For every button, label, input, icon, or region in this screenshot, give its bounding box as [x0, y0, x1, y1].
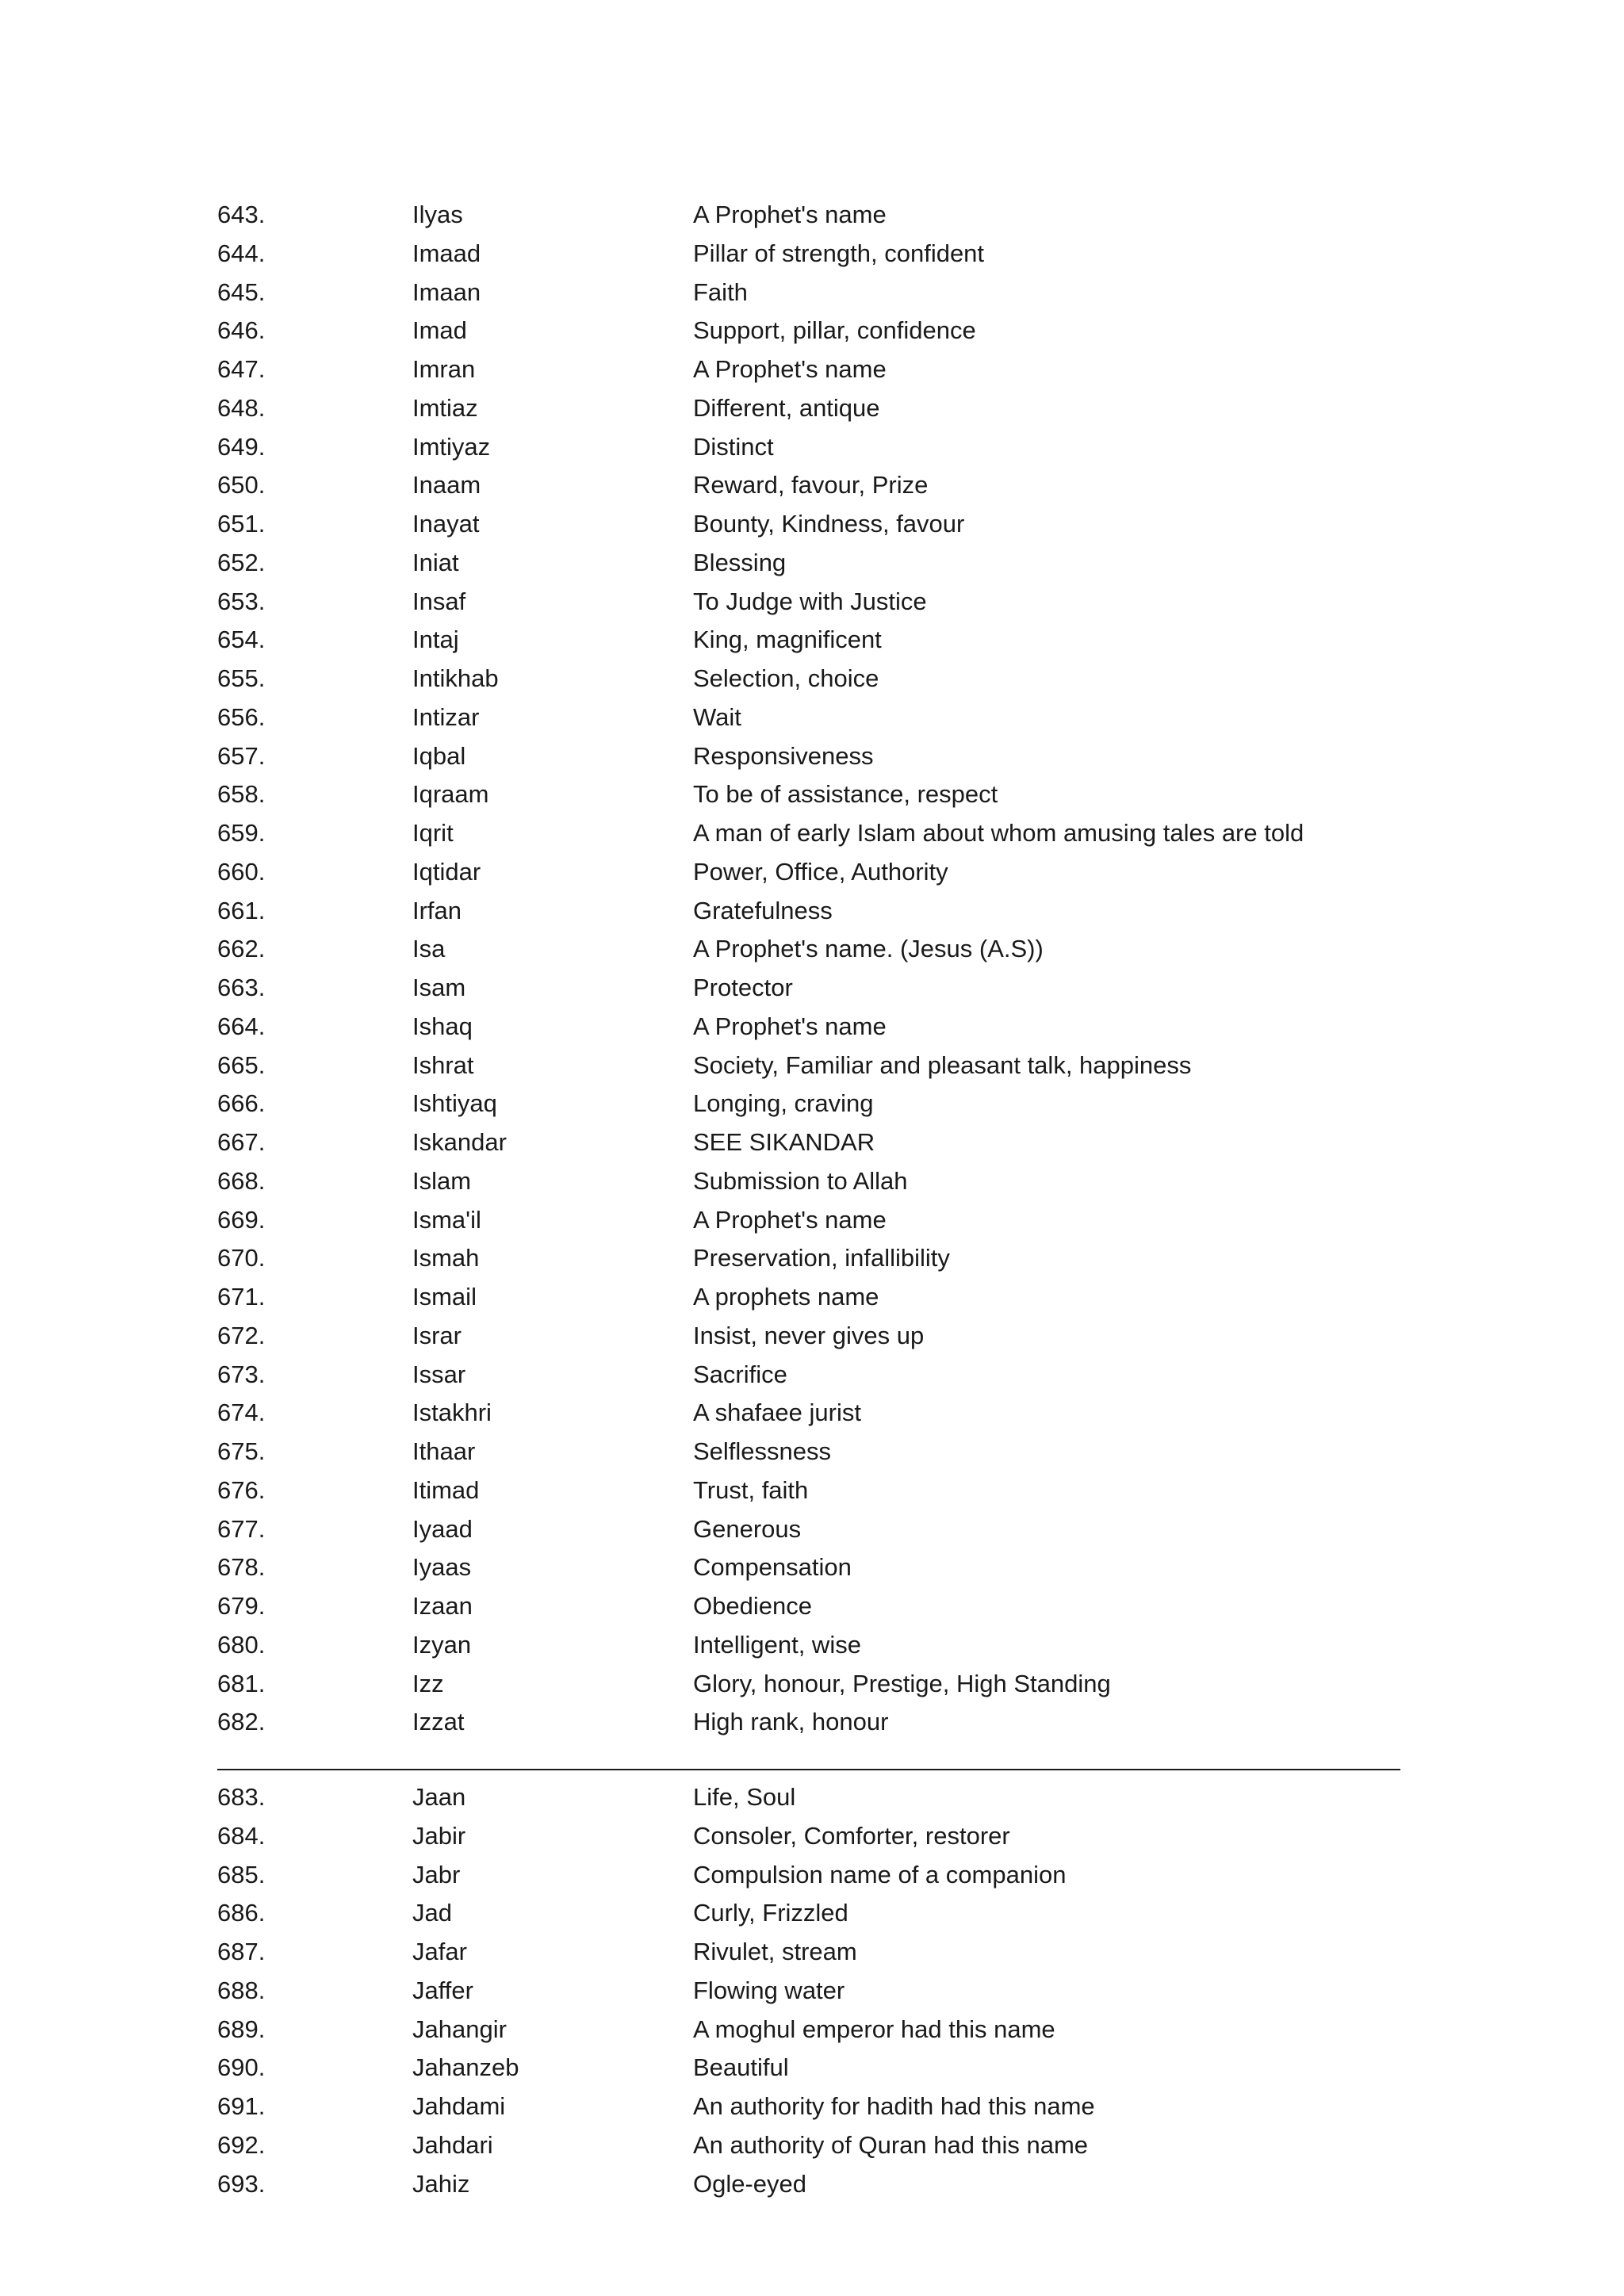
- name-entry-row: [217, 969, 1407, 1008]
- entry-number: 659.: [217, 819, 266, 847]
- entry-meaning: Power, Office, Authority: [693, 857, 948, 886]
- entry-name: Imad: [412, 316, 467, 345]
- names-list-j: [217, 1778, 1407, 2203]
- entry-name: Inaam: [412, 471, 481, 499]
- entry-name: Isa: [412, 935, 446, 963]
- name-entry-row: [217, 544, 1407, 583]
- entry-name: Jaan: [412, 1783, 466, 1811]
- entry-meaning: Life, Soul: [693, 1783, 796, 1811]
- entry-number: 678.: [217, 1553, 266, 1582]
- entry-meaning: Gratefulness: [693, 896, 833, 924]
- name-entry-row: [217, 930, 1407, 969]
- name-entry-row: [217, 1510, 1407, 1549]
- entry-number: 685.: [217, 1860, 266, 1888]
- name-entry-row: [217, 428, 1407, 467]
- entry-number: 660.: [217, 857, 266, 886]
- entry-meaning: A prophets name: [693, 1283, 879, 1311]
- name-entry-row: [217, 1394, 1407, 1433]
- entry-meaning: Bounty, Kindness, favour: [693, 510, 965, 538]
- entry-name: Ishrat: [412, 1050, 474, 1079]
- entry-meaning: High rank, honour: [693, 1708, 889, 1736]
- name-entry-row: [217, 1239, 1407, 1278]
- name-entry-row: [217, 505, 1407, 544]
- entry-number: 679.: [217, 1592, 266, 1620]
- entry-number: 662.: [217, 935, 266, 963]
- entry-number: 680.: [217, 1630, 266, 1659]
- entry-name: Iskandar: [412, 1128, 507, 1156]
- entry-meaning: To Judge with Justice: [693, 587, 927, 615]
- name-entry-row: [217, 621, 1407, 660]
- entry-number: 652.: [217, 548, 266, 576]
- entry-name: Imtiyaz: [412, 432, 491, 461]
- entry-name: Intaj: [412, 626, 459, 654]
- name-entry-row: [217, 737, 1407, 776]
- entry-meaning: Reward, favour, Prize: [693, 471, 929, 499]
- entry-name: Iqraam: [412, 780, 489, 809]
- entry-name: Ithaar: [412, 1437, 476, 1465]
- name-entry-row: [217, 1703, 1407, 1742]
- entry-name: Imaad: [412, 239, 481, 267]
- entry-number: 650.: [217, 471, 266, 499]
- entry-number: 669.: [217, 1205, 266, 1234]
- name-entry-row: [217, 350, 1407, 389]
- entry-number: 647.: [217, 355, 266, 383]
- entry-name: Jahdari: [412, 2130, 493, 2159]
- entry-name: Intikhab: [412, 664, 499, 692]
- name-entry-row: [217, 1433, 1407, 1471]
- entry-meaning: Pillar of strength, confident: [693, 239, 985, 267]
- name-entry-row: [217, 2011, 1407, 2049]
- entry-meaning: Flowing water: [693, 1976, 845, 2004]
- entry-name: Imtiaz: [412, 393, 478, 422]
- entry-meaning: Glory, honour, Prestige, High Standing: [693, 1669, 1111, 1697]
- entry-name: Insaf: [412, 587, 466, 615]
- name-entry-row: [217, 1817, 1407, 1856]
- entry-number: 687.: [217, 1938, 266, 1965]
- entry-name: Iniat: [412, 548, 459, 576]
- entry-number: 649.: [217, 432, 266, 461]
- entry-meaning: A Prophet's name: [693, 1205, 887, 1234]
- name-entry-row: [217, 1894, 1407, 1933]
- name-entry-row: [217, 1008, 1407, 1047]
- entry-name: Jahanzeb: [412, 2053, 519, 2082]
- entry-meaning: Longing, craving: [693, 1089, 874, 1118]
- entry-meaning: Beautiful: [693, 2053, 789, 2082]
- entry-name: Jabir: [412, 1821, 466, 1850]
- entry-meaning: Responsiveness: [693, 741, 874, 770]
- entry-meaning: Sacrifice: [693, 1360, 787, 1388]
- entry-number: 666.: [217, 1089, 266, 1118]
- name-entry-row: [217, 814, 1407, 853]
- name-entry-row: [217, 2126, 1407, 2165]
- entry-meaning: A Prophet's name: [693, 1012, 887, 1040]
- entry-number: 684.: [217, 1821, 266, 1850]
- entry-number: 689.: [217, 2015, 266, 2043]
- entry-meaning: Consoler, Comforter, restorer: [693, 1821, 1010, 1850]
- name-entry-row: [217, 1278, 1407, 1317]
- entry-name: Izzat: [412, 1708, 465, 1736]
- entry-number: 676.: [217, 1475, 266, 1504]
- entry-meaning: Obedience: [693, 1592, 812, 1620]
- entry-meaning: A Prophet's name. (Jesus (A.S)): [693, 935, 1044, 963]
- name-entry-row: [217, 235, 1407, 274]
- entry-meaning: Compensation: [693, 1553, 852, 1582]
- name-entry-row: [217, 1123, 1407, 1162]
- entry-meaning: A man of early Islam about whom amusing tales are told: [693, 819, 1304, 847]
- entry-meaning: Intelligent, wise: [693, 1630, 861, 1659]
- entry-name: Jafar: [412, 1938, 467, 1965]
- entry-number: 691.: [217, 2092, 266, 2120]
- entry-number: 675.: [217, 1437, 266, 1465]
- entry-name: Izz: [412, 1669, 444, 1697]
- name-entry-row: [217, 466, 1407, 505]
- entry-meaning: King, magnificent: [693, 626, 882, 654]
- entry-number: 653.: [217, 587, 266, 615]
- entry-meaning: Support, pillar, confidence: [693, 316, 976, 345]
- entry-number: 668.: [217, 1166, 266, 1195]
- entry-name: Izaan: [412, 1592, 473, 1620]
- entry-number: 665.: [217, 1050, 266, 1079]
- entry-meaning: Insist, never gives up: [693, 1321, 925, 1349]
- name-entry-row: [217, 2049, 1407, 2087]
- entry-number: 648.: [217, 393, 266, 422]
- entry-number: 643.: [217, 201, 266, 228]
- entry-meaning: A Prophet's name: [693, 355, 887, 383]
- entry-number: 646.: [217, 316, 266, 345]
- entry-meaning: Faith: [693, 277, 748, 306]
- name-entry-row: [217, 583, 1407, 622]
- entry-number: 692.: [217, 2130, 266, 2159]
- name-entry-row: [217, 1626, 1407, 1665]
- entry-number: 661.: [217, 896, 266, 924]
- entry-meaning: Trust, faith: [693, 1475, 809, 1504]
- entry-name: Ismah: [412, 1244, 480, 1272]
- name-entry-row: [217, 660, 1407, 698]
- entry-number: 654.: [217, 626, 266, 654]
- entry-name: Iqtidar: [412, 857, 481, 886]
- entry-meaning: A moghul emperor had this name: [693, 2015, 1055, 2043]
- entry-name: Israr: [412, 1321, 462, 1349]
- entry-name: Jaffer: [412, 1976, 473, 2004]
- entry-number: 690.: [217, 2053, 266, 2082]
- entry-meaning: Rivulet, stream: [693, 1938, 857, 1965]
- entry-name: Jahdami: [412, 2092, 506, 2120]
- names-list-i: [217, 196, 1407, 1742]
- entry-name: Jahangir: [412, 2015, 507, 2043]
- name-entry-row: [217, 274, 1407, 312]
- entry-number: 682.: [217, 1708, 266, 1736]
- entry-name: Isma'il: [412, 1205, 481, 1234]
- entry-name: Imran: [412, 355, 476, 383]
- name-entry-row: [217, 1317, 1407, 1356]
- section-divider: [217, 1769, 1400, 1770]
- name-entry-row: [217, 1471, 1407, 1510]
- name-entry-row: [217, 389, 1407, 428]
- name-entry-row: [217, 892, 1407, 931]
- entry-meaning: Different, antique: [693, 393, 880, 422]
- name-entry-row: [217, 853, 1407, 892]
- entry-meaning: Society, Familiar and pleasant talk, happiness: [693, 1050, 1192, 1079]
- entry-meaning: Compulsion name of a companion: [693, 1860, 1067, 1888]
- entry-number: 681.: [217, 1669, 266, 1697]
- entry-number: 644.: [217, 239, 266, 267]
- entry-number: 670.: [217, 1244, 266, 1272]
- name-entry-row: [217, 1856, 1407, 1895]
- entry-number: 664.: [217, 1012, 266, 1040]
- entry-number: 693.: [217, 2169, 266, 2198]
- entry-meaning: SEE SIKANDAR: [693, 1128, 875, 1156]
- entry-name: Islam: [412, 1166, 472, 1195]
- entry-name: Intizar: [412, 702, 480, 731]
- entry-name: Istakhri: [412, 1399, 492, 1427]
- entry-meaning: Selflessness: [693, 1437, 832, 1465]
- entry-meaning: Distinct: [693, 432, 774, 461]
- entry-number: 655.: [217, 664, 266, 692]
- entry-name: Imaan: [412, 277, 481, 306]
- name-entry-row: [217, 1356, 1407, 1395]
- entry-number: 673.: [217, 1360, 266, 1388]
- name-entry-row: [217, 698, 1407, 737]
- entry-name: Jahiz: [412, 2169, 470, 2198]
- entry-meaning: Generous: [693, 1514, 802, 1543]
- name-entry-row: [217, 1587, 1407, 1626]
- entry-number: 672.: [217, 1321, 266, 1349]
- entry-meaning: A Prophet's name: [693, 201, 887, 228]
- entry-number: 674.: [217, 1399, 266, 1427]
- name-entry-row: [217, 1933, 1407, 1972]
- entry-meaning: A shafaee jurist: [693, 1399, 861, 1427]
- entry-meaning: To be of assistance, respect: [693, 780, 998, 809]
- entry-name: Jabr: [412, 1860, 461, 1888]
- entry-name: Ilyas: [412, 201, 463, 228]
- entry-number: 645.: [217, 277, 266, 306]
- name-entry-row: [217, 312, 1407, 350]
- entry-meaning: Ogle-eyed: [693, 2169, 807, 2198]
- entry-meaning: Blessing: [693, 548, 787, 576]
- entry-number: 658.: [217, 780, 266, 809]
- name-entry-row: [217, 196, 1407, 235]
- entry-name: Iqbal: [412, 741, 466, 770]
- entry-meaning: An authority for hadith had this name: [693, 2092, 1095, 2120]
- name-entry-row: [217, 1162, 1407, 1201]
- name-entry-row: [217, 775, 1407, 814]
- name-entry-row: [217, 1778, 1407, 1817]
- entry-name: Iqrit: [412, 819, 454, 847]
- entry-number: 667.: [217, 1128, 266, 1156]
- entry-meaning: Submission to Allah: [693, 1166, 908, 1195]
- name-entry-row: [217, 1548, 1407, 1587]
- entry-name: Inayat: [412, 510, 480, 538]
- entry-number: 683.: [217, 1783, 266, 1811]
- entry-meaning: Wait: [693, 702, 741, 731]
- entry-meaning: Protector: [693, 974, 793, 1001]
- entry-name: Irfan: [412, 896, 462, 924]
- entry-meaning: Preservation, infallibility: [693, 1244, 950, 1272]
- name-entry-row: [217, 1972, 1407, 2011]
- name-entry-row: [217, 1085, 1407, 1123]
- entry-name: Iyaad: [412, 1514, 473, 1543]
- entry-number: 651.: [217, 510, 266, 538]
- entry-name: Ishtiyaq: [412, 1089, 497, 1118]
- entry-number: 677.: [217, 1514, 266, 1543]
- entry-name: Izyan: [412, 1630, 472, 1659]
- entry-number: 663.: [217, 974, 266, 1001]
- entry-number: 688.: [217, 1976, 266, 2004]
- name-entry-row: [217, 1201, 1407, 1240]
- entry-name: Iyaas: [412, 1553, 472, 1582]
- name-entry-row: [217, 2165, 1407, 2204]
- entry-name: Jad: [412, 1899, 452, 1927]
- entry-number: 657.: [217, 741, 266, 770]
- entry-meaning: Curly, Frizzled: [693, 1899, 848, 1927]
- entry-number: 671.: [217, 1283, 266, 1311]
- entry-name: Ismail: [412, 1283, 477, 1311]
- entry-name: Itimad: [412, 1475, 480, 1504]
- entry-name: Ishaq: [412, 1012, 473, 1040]
- entry-meaning: An authority of Quran had this name: [693, 2130, 1089, 2159]
- entry-name: Issar: [412, 1360, 466, 1388]
- entry-number: 656.: [217, 702, 266, 731]
- name-entry-row: [217, 1665, 1407, 1704]
- name-entry-row: [217, 1047, 1407, 1085]
- entry-name: Isam: [412, 974, 466, 1001]
- name-entry-row: [217, 2087, 1407, 2126]
- entry-number: 686.: [217, 1899, 266, 1927]
- entry-meaning: Selection, choice: [693, 664, 879, 692]
